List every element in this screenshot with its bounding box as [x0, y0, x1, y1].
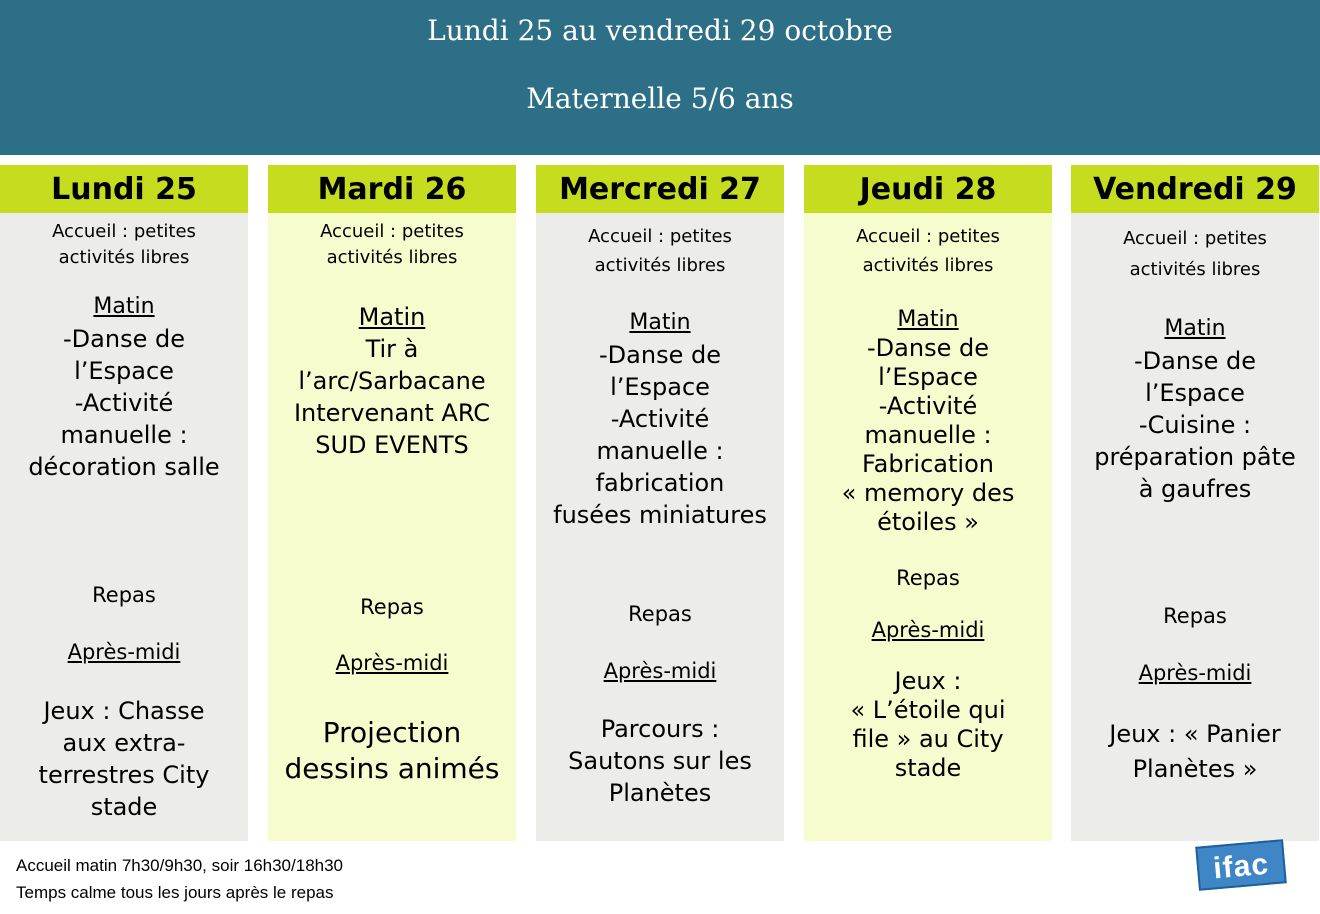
- footer-note: Temps calme tous les jours après le repas: [16, 883, 334, 902]
- apres-midi-block: Parcours : Sautons sur les Planètes: [568, 715, 752, 807]
- accueil-text: Accueil : petites activités libres: [1123, 228, 1267, 280]
- footer-hours: Accueil matin 7h30/9h30, soir 16h30/18h30: [16, 856, 344, 875]
- accueil-text: Accueil : petites activités libres: [588, 226, 732, 276]
- apres-midi-label: Après-midi: [67, 640, 181, 664]
- age-group-title: Maternelle 5/6 ans: [526, 82, 794, 115]
- apres-midi-label: Après-midi: [335, 651, 449, 675]
- apres-midi-label: Après-midi: [1138, 661, 1252, 685]
- day-column-vendredi: [1071, 165, 1319, 841]
- repas-label: Repas: [1163, 604, 1227, 628]
- matin-label: Matin: [93, 294, 155, 319]
- repas-label: Repas: [360, 595, 424, 619]
- accueil-text: Accueil : petites activités libres: [52, 221, 196, 268]
- matin-block: Matin -Danse de l’Espace -Activité manuelle : Fabrication « memory des étoiles »: [804, 305, 1052, 537]
- apres-midi-label: Après-midi: [603, 659, 717, 683]
- ifac-logo: ifac: [1195, 839, 1287, 891]
- period-title: Lundi 25 au vendredi 29 octobre: [427, 14, 893, 47]
- matin-label: Matin: [897, 307, 959, 332]
- apres-midi-label: Après-midi: [871, 618, 985, 642]
- repas-label: Repas: [92, 583, 156, 607]
- matin-block: Matin -Danse de l’Espace -Cuisine : préparation pâte à gaufres: [1071, 313, 1319, 505]
- day-column-mercredi: [536, 165, 784, 841]
- day-title: Mardi 26: [268, 165, 516, 213]
- apres-midi-block: Projection dessins animés: [284, 716, 500, 785]
- accueil-text: Accueil : petites activités libres: [320, 221, 464, 268]
- apres-midi-block: Jeux : Chasse aux extra- terrestres City stade: [38, 697, 210, 821]
- day-column-mardi: [268, 165, 516, 841]
- day-title: Lundi 25: [0, 165, 248, 213]
- matin-label: Matin: [358, 303, 426, 331]
- matin-block: Matin Tir à l’arc/Sarbacane Intervenant ARC SUD EVENTS: [268, 301, 516, 461]
- accueil-text: Accueil : petites activités libres: [856, 226, 1000, 276]
- matin-block: Matin -Danse de l’Espace -Activité manuelle : fabrication fusées miniatures: [536, 307, 784, 531]
- day-column-jeudi: [804, 165, 1052, 841]
- matin-label: Matin: [1164, 316, 1226, 341]
- day-title: Jeudi 28: [804, 165, 1052, 213]
- day-title: Vendredi 29: [1071, 165, 1319, 213]
- day-title: Mercredi 27: [536, 165, 784, 213]
- apres-midi-block: Jeux : « Panier Planètes »: [1109, 720, 1281, 783]
- repas-label: Repas: [628, 602, 692, 626]
- apres-midi-block: Jeux : « L’étoile qui file » au City stade: [850, 667, 1006, 782]
- matin-block: Matin -Danse de l’Espace -Activité manuelle : décoration salle: [0, 291, 248, 483]
- matin-label: Matin: [629, 310, 691, 335]
- header-banner: [0, 0, 1320, 155]
- repas-label: Repas: [896, 566, 960, 590]
- day-column-lundi: [0, 165, 248, 841]
